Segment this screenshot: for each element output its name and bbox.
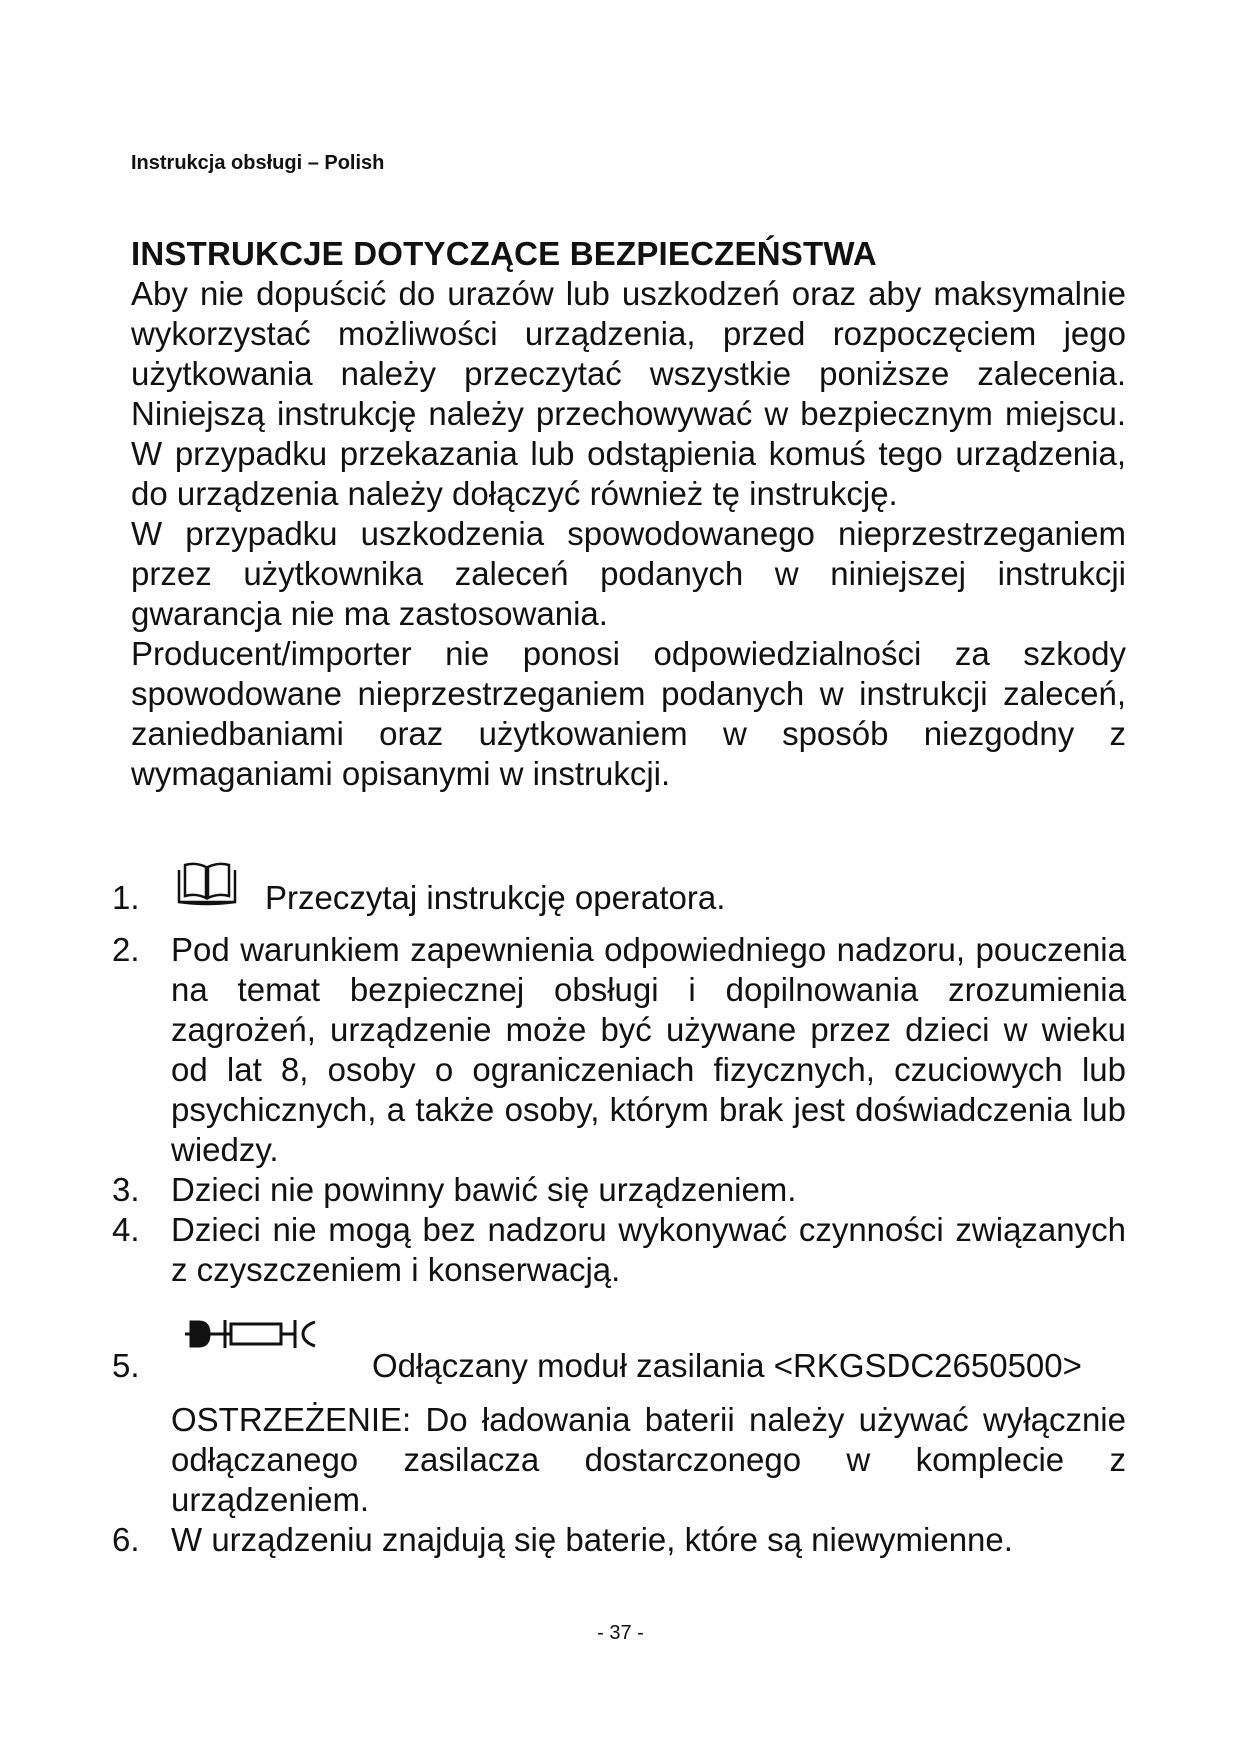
list-item bbox=[112, 1210, 1126, 1290]
item-number: 1. bbox=[112, 879, 140, 916]
item-number: 5. bbox=[112, 1347, 140, 1384]
list-item bbox=[112, 860, 1126, 922]
warning-text: OSTRZEŻENIE: Do ładowania baterii należy używać wyłącznie odłączanego zasilacza dostarczonego w komplecie z urządzeniem. bbox=[171, 1401, 1126, 1518]
item-text: W urządzeniu znajdują się baterie, które są niewymienne. bbox=[171, 1521, 1013, 1558]
item-text: Odłączany moduł zasilania <RKGSDC2650500> bbox=[372, 1347, 1082, 1384]
item-number: 6. bbox=[112, 1521, 140, 1558]
section-title: INSTRUKCJE DOTYCZĄCE BEZPIECZEŃSTWA bbox=[131, 235, 877, 272]
item-number: 4. bbox=[112, 1211, 140, 1248]
page-number: - 37 - bbox=[597, 1622, 644, 1644]
item-text: Przeczytaj instrukcję operatora. bbox=[265, 879, 726, 916]
list-item bbox=[112, 1316, 1126, 1390]
item-text: Dzieci nie powinny bawić się urządzeniem. bbox=[171, 1171, 797, 1208]
safety-list bbox=[112, 860, 1126, 1560]
safety-section bbox=[131, 234, 1126, 794]
page-header: Instrukcja obsługi – Polish bbox=[131, 152, 385, 174]
intro-paragraph-2: W przypadku uszkodzenia spowodowanego nieprzestrzeganiem przez użytkownika zaleceń podanych w niniejszej instrukcji gwarancja nie ma zastosowania. bbox=[131, 515, 1126, 632]
item-number: 2. bbox=[112, 931, 140, 968]
item-text: Pod warunkiem zapewnienia odpowiedniego nadzoru, pouczenia na temat bezpiecznej obsługi i dopilnowania zrozumienia zagrożeń, urządzenie może być używane przez dzieci w wieku od lat 8, osoby o ograniczeniach fizycznych, czuciowych lub psychicznych, a także osoby, którym brak jest doświadczenia lub wiedzy. bbox=[171, 931, 1126, 1168]
list-item bbox=[112, 930, 1126, 1170]
item-text: Dzieci nie mogą bez nadzoru wykonywać czynności związanych z czyszczeniem i konserwacją. bbox=[171, 1211, 1126, 1288]
list-item bbox=[112, 1520, 1126, 1560]
detachable-power-supply-icon bbox=[185, 1316, 320, 1352]
list-item bbox=[112, 1170, 1126, 1210]
intro-paragraph-3: Producent/importer nie ponosi odpowiedzialności za szkody spowodowane nieprzestrzeganiem podanych w instrukcji zaleceń, zaniedbaniami oraz użytkowaniem w sposób niezgodny z wymaganiami opisanymi w instrukcji. bbox=[131, 635, 1126, 792]
book-icon bbox=[171, 860, 243, 908]
intro-paragraph-1: Aby nie dopuścić do urazów lub uszkodzeń oraz aby maksymalnie wykorzystać możliwości urządzenia, przed rozpoczęciem jego użytkowania należy przeczytać wszystkie poniższe zalecenia. Niniejszą instrukcję należy przechowywać w bezpiecznym miejscu. W przypadku przekazania lub odstąpienia komuś tego urządzenia, do urządzenia należy dołączyć również tę instrukcję. bbox=[131, 275, 1126, 512]
item-number: 3. bbox=[112, 1171, 140, 1208]
